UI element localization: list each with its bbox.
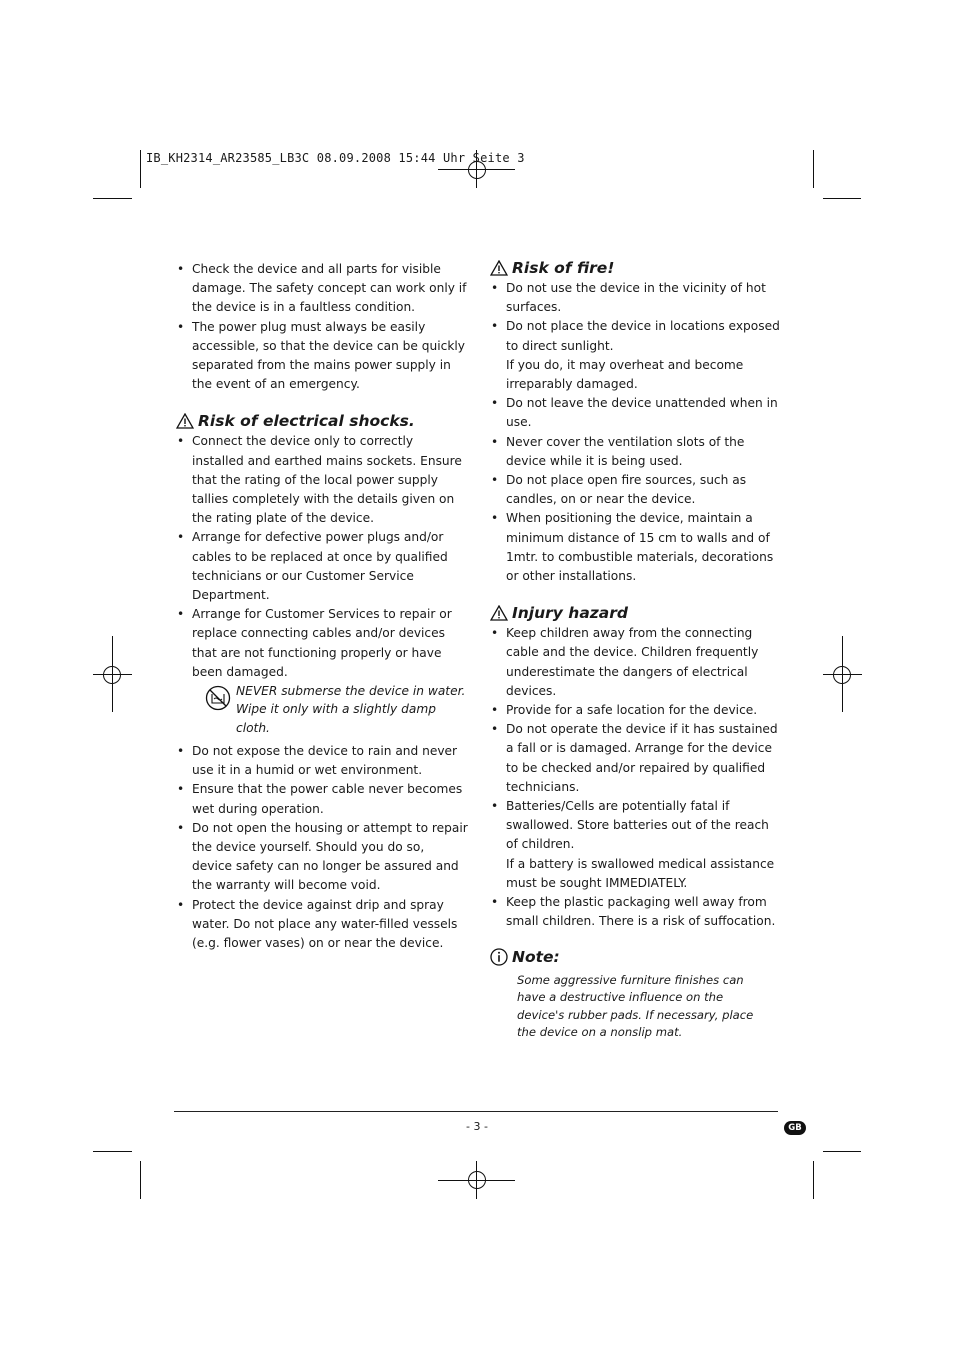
- fire-list: [490, 279, 782, 586]
- list-item-text: Do not place the device in locations exposed to direct sunlight.: [506, 319, 780, 353]
- warning-icon: [176, 413, 194, 429]
- intro-list: [176, 260, 468, 394]
- list-item: • Provide for a safe location for the device.: [490, 701, 782, 720]
- section-heading-electrical: [176, 410, 468, 432]
- list-item-subtext: If a battery is swallowed medical assistance must be sought IMMEDIATELY.: [506, 856, 775, 890]
- list-item: • Keep the plastic packaging well away from small children. There is a risk of suffocation.: [490, 893, 782, 931]
- list-item: • Never cover the ventilation slots of the device while it is being used.: [490, 433, 782, 471]
- left-column: [176, 260, 468, 953]
- list-item: [490, 797, 782, 893]
- water-note-line: NEVER submerse the device in water.: [236, 684, 466, 699]
- section-heading-fire: [490, 257, 782, 279]
- section-heading-note: [490, 946, 782, 968]
- language-badge: GB: [784, 1121, 806, 1135]
- list-item: • Do not open the housing or attempt to repair the device yourself. Should you do so, device safety can no longer be assured and the warranty will become void.: [176, 819, 468, 896]
- list-item: • Do not expose the device to rain and never use it in a humid or wet environment.: [176, 742, 468, 780]
- list-item: • The power plug must always be easily accessible, so that the device can be quickly separated from the mains power supply in the event of an emergency.: [176, 318, 468, 395]
- list-item: • Keep children away from the connecting cable and the device. Children frequently underestimate the dangers of electrical devices.: [490, 624, 782, 701]
- no-water-icon: [205, 685, 231, 711]
- heading-text: Risk of electrical shocks.: [198, 412, 415, 431]
- list-item: • Do not use the device in the vicinity of hot surfaces.: [490, 279, 782, 317]
- page-number: - 3 -: [466, 1120, 488, 1133]
- list-item: • When positioning the device, maintain a minimum distance of 15 cm to walls and of 1mtr. to combustible materials, decorations or other installations.: [490, 509, 782, 586]
- print-slug: IB_KH2314_AR23585_LB3C 08.09.2008 15:44 Uhr Seite 3: [146, 151, 525, 165]
- list-item: • Arrange for defective power plugs and/or cables to be replaced at once by qualified technicians or our Customer Service Department.: [176, 528, 468, 605]
- list-item-text: Batteries/Cells are potentially fatal if swallowed. Store batteries out of the reach of children.: [506, 799, 769, 852]
- injury-list: [490, 624, 782, 931]
- heading-text: Note:: [512, 947, 560, 966]
- info-icon: [490, 948, 508, 966]
- list-item: • Do not operate the device if it has sustained a fall or is damaged. Arrange for the device to be checked and/or repaired by qualified technicians.: [490, 720, 782, 797]
- warning-icon: [490, 605, 508, 621]
- list-item: • Protect the device against drip and spray water. Do not place any water-filled vessels (e.g. flower vases) on or near the device.: [176, 896, 468, 954]
- water-warning: [176, 682, 468, 738]
- section-heading-injury: [490, 602, 782, 624]
- heading-text: Injury hazard: [512, 604, 629, 623]
- list-item: • Connect the device only to correctly installed and earthed mains sockets. Ensure that the rating of the local power supply tallies completely with the details given on the rating plate of the device.: [176, 432, 468, 528]
- list-item: • Do not place open fire sources, such as candles, on or near the device.: [490, 471, 782, 509]
- more-list: [176, 742, 468, 953]
- list-item: • Check the device and all parts for visible damage. The safety concept can work only if the device is in a faultless condition.: [176, 260, 468, 318]
- list-item: [490, 317, 782, 394]
- heading-text: Risk of fire!: [512, 259, 615, 277]
- footer-rule: [174, 1111, 778, 1112]
- list-item: • Arrange for Customer Services to repair or replace connecting cables and/or devices that are not functioning properly or have been damaged.: [176, 605, 468, 682]
- list-item-subtext: If you do, it may overheat and become irreparably damaged.: [506, 357, 744, 392]
- shock-list: [176, 432, 468, 682]
- water-note-line: Wipe it only with a slightly damp cloth.: [236, 702, 436, 736]
- warning-icon: [490, 260, 508, 276]
- note-text: Some aggressive furniture finishes can have a destructive influence on the device's rubber pads. If necessary, place the device on a nonslip mat.: [517, 972, 754, 1039]
- right-column: [490, 257, 782, 1042]
- list-item: • Ensure that the power cable never becomes wet during operation.: [176, 780, 468, 818]
- list-item: • Do not leave the device unattended when in use.: [490, 394, 782, 432]
